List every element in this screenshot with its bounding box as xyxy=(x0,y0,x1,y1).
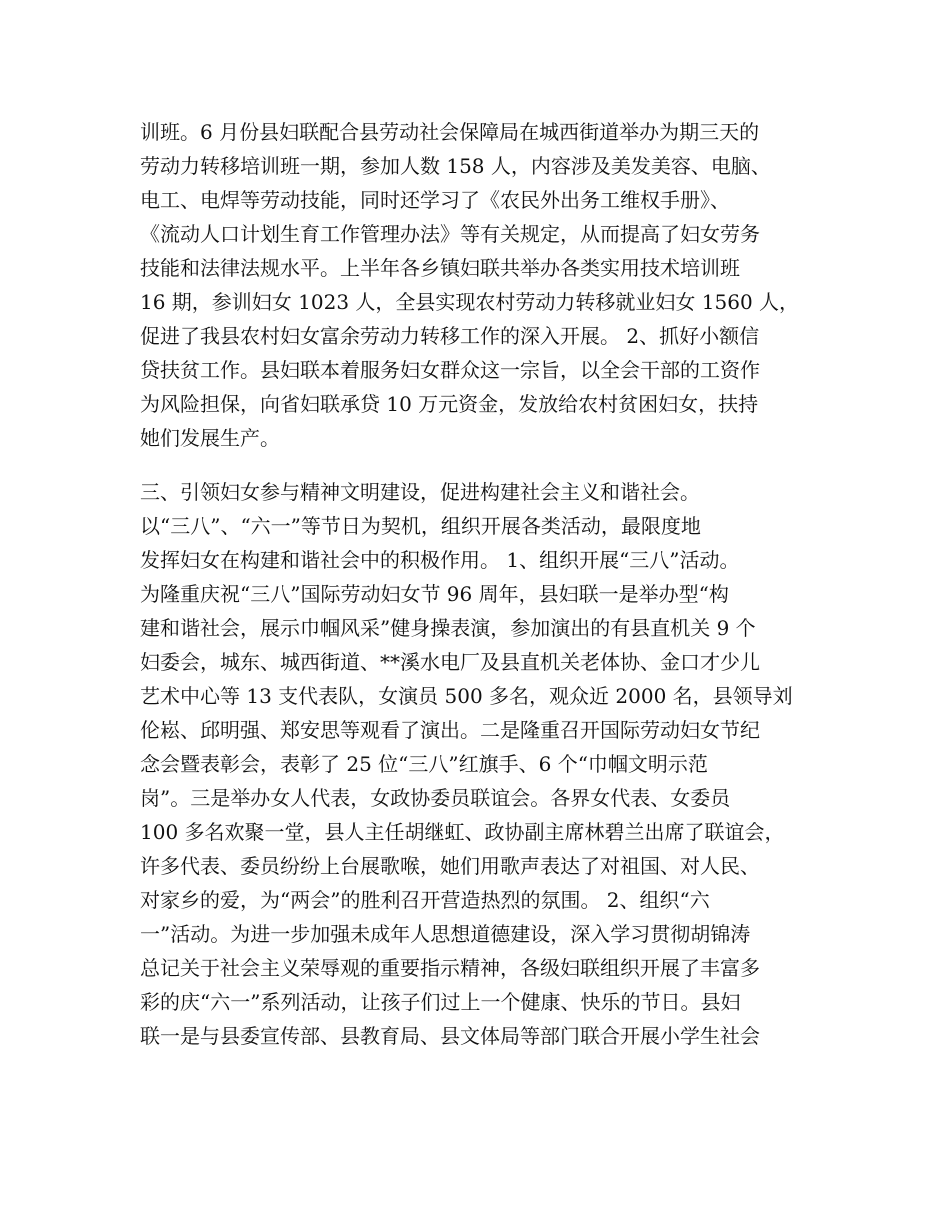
text-line: 16 期，参训妇女 1023 人，全县实现农村劳动力转移就业妇女 1560 人， xyxy=(140,290,800,314)
text-line: 对家乡的爱，为“两会”的胜利召开营造热烈的氛围。 2、组织“六 xyxy=(140,888,710,912)
text-line: 以“三八”、“六一”等节日为契机，组织开展各类活动，最限度地 xyxy=(140,514,701,538)
text-line: 为风险担保，向省妇联承贷 10 万元资金，发放给农村贫困妇女，扶持 xyxy=(140,392,759,416)
text-line: 妇委会，城东、城西街道、**溪水电厂及县直机关老体协、金口才少儿 xyxy=(140,650,760,674)
section-heading: 三、引领妇女参与精神文明建设，促进构建社会主义和谐社会。 xyxy=(140,480,700,504)
text-line: 建和谐社会，展示巾帼风采”健身操表演，参加演出的有县直机关 9 个 xyxy=(140,616,756,640)
text-line: 训班。6 月份县妇联配合县劳动社会保障局在城西街道举办为期三天的 xyxy=(140,120,760,144)
text-line: 联一是与县委宣传部、县教育局、县文体局等部门联合开展小学生社会 xyxy=(140,1024,760,1048)
text-line: 促进了我县农村妇女富余劳动力转移工作的深入开展。 2、抓好小额信 xyxy=(140,324,760,348)
text-line: 念会暨表彰会，表彰了 25 位“三八”红旗手、6 个“巾帼文明示范 xyxy=(140,752,708,776)
text-line: 岗”。三是举办女人代表，女政协委员联谊会。各界女代表、女委员 xyxy=(140,786,731,810)
text-line: 她们发展生产。 xyxy=(140,426,280,450)
text-line: 彩的庆“六一”系列活动，让孩子们过上一个健康、快乐的节日。县妇 xyxy=(140,990,741,1014)
text-line: 一”活动。为进一步加强未成年人思想道德建设，深入学习贯彻胡锦涛 xyxy=(140,922,751,946)
text-line: 伦崧、邱明强、郑安思等观看了演出。二是隆重召开国际劳动妇女节纪 xyxy=(140,718,760,742)
text-line: 为隆重庆祝“三八”国际劳动妇女节 96 周年，县妇联一是举办型“构 xyxy=(140,582,729,606)
text-line: 贷扶贫工作。县妇联本着服务妇女群众这一宗旨，以全会干部的工资作 xyxy=(140,358,760,382)
text-line: 100 多名欢聚一堂，县人主任胡继虹、政协副主席林碧兰出席了联谊会， xyxy=(140,820,785,844)
text-line: 电工、电焊等劳动技能，同时还学习了《农民外出务工维权手册》、 xyxy=(140,188,730,212)
text-line: 技能和法律法规水平。上半年各乡镇妇联共举办各类实用技术培训班 xyxy=(140,256,740,280)
text-line: 《流动人口计划生育工作管理办法》等有关规定，从而提高了妇女劳务 xyxy=(140,222,760,246)
text-line: 总记关于社会主义荣辱观的重要指示精神，各级妇联组织开展了丰富多 xyxy=(140,956,760,980)
text-line: 劳动力转移培训班一期，参加人数 158 人，内容涉及美发美容、电脑、 xyxy=(140,154,771,178)
text-line: 许多代表、委员纷纷上台展歌喉，她们用歌声表达了对祖国、对人民、 xyxy=(140,854,760,878)
text-line: 发挥妇女在构建和谐社会中的积极作用。 1、组织开展“三八”活动。 xyxy=(140,548,740,572)
text-line: 艺术中心等 13 支代表队，女演员 500 多名，观众近 2000 名，县领导刘 xyxy=(140,684,793,708)
